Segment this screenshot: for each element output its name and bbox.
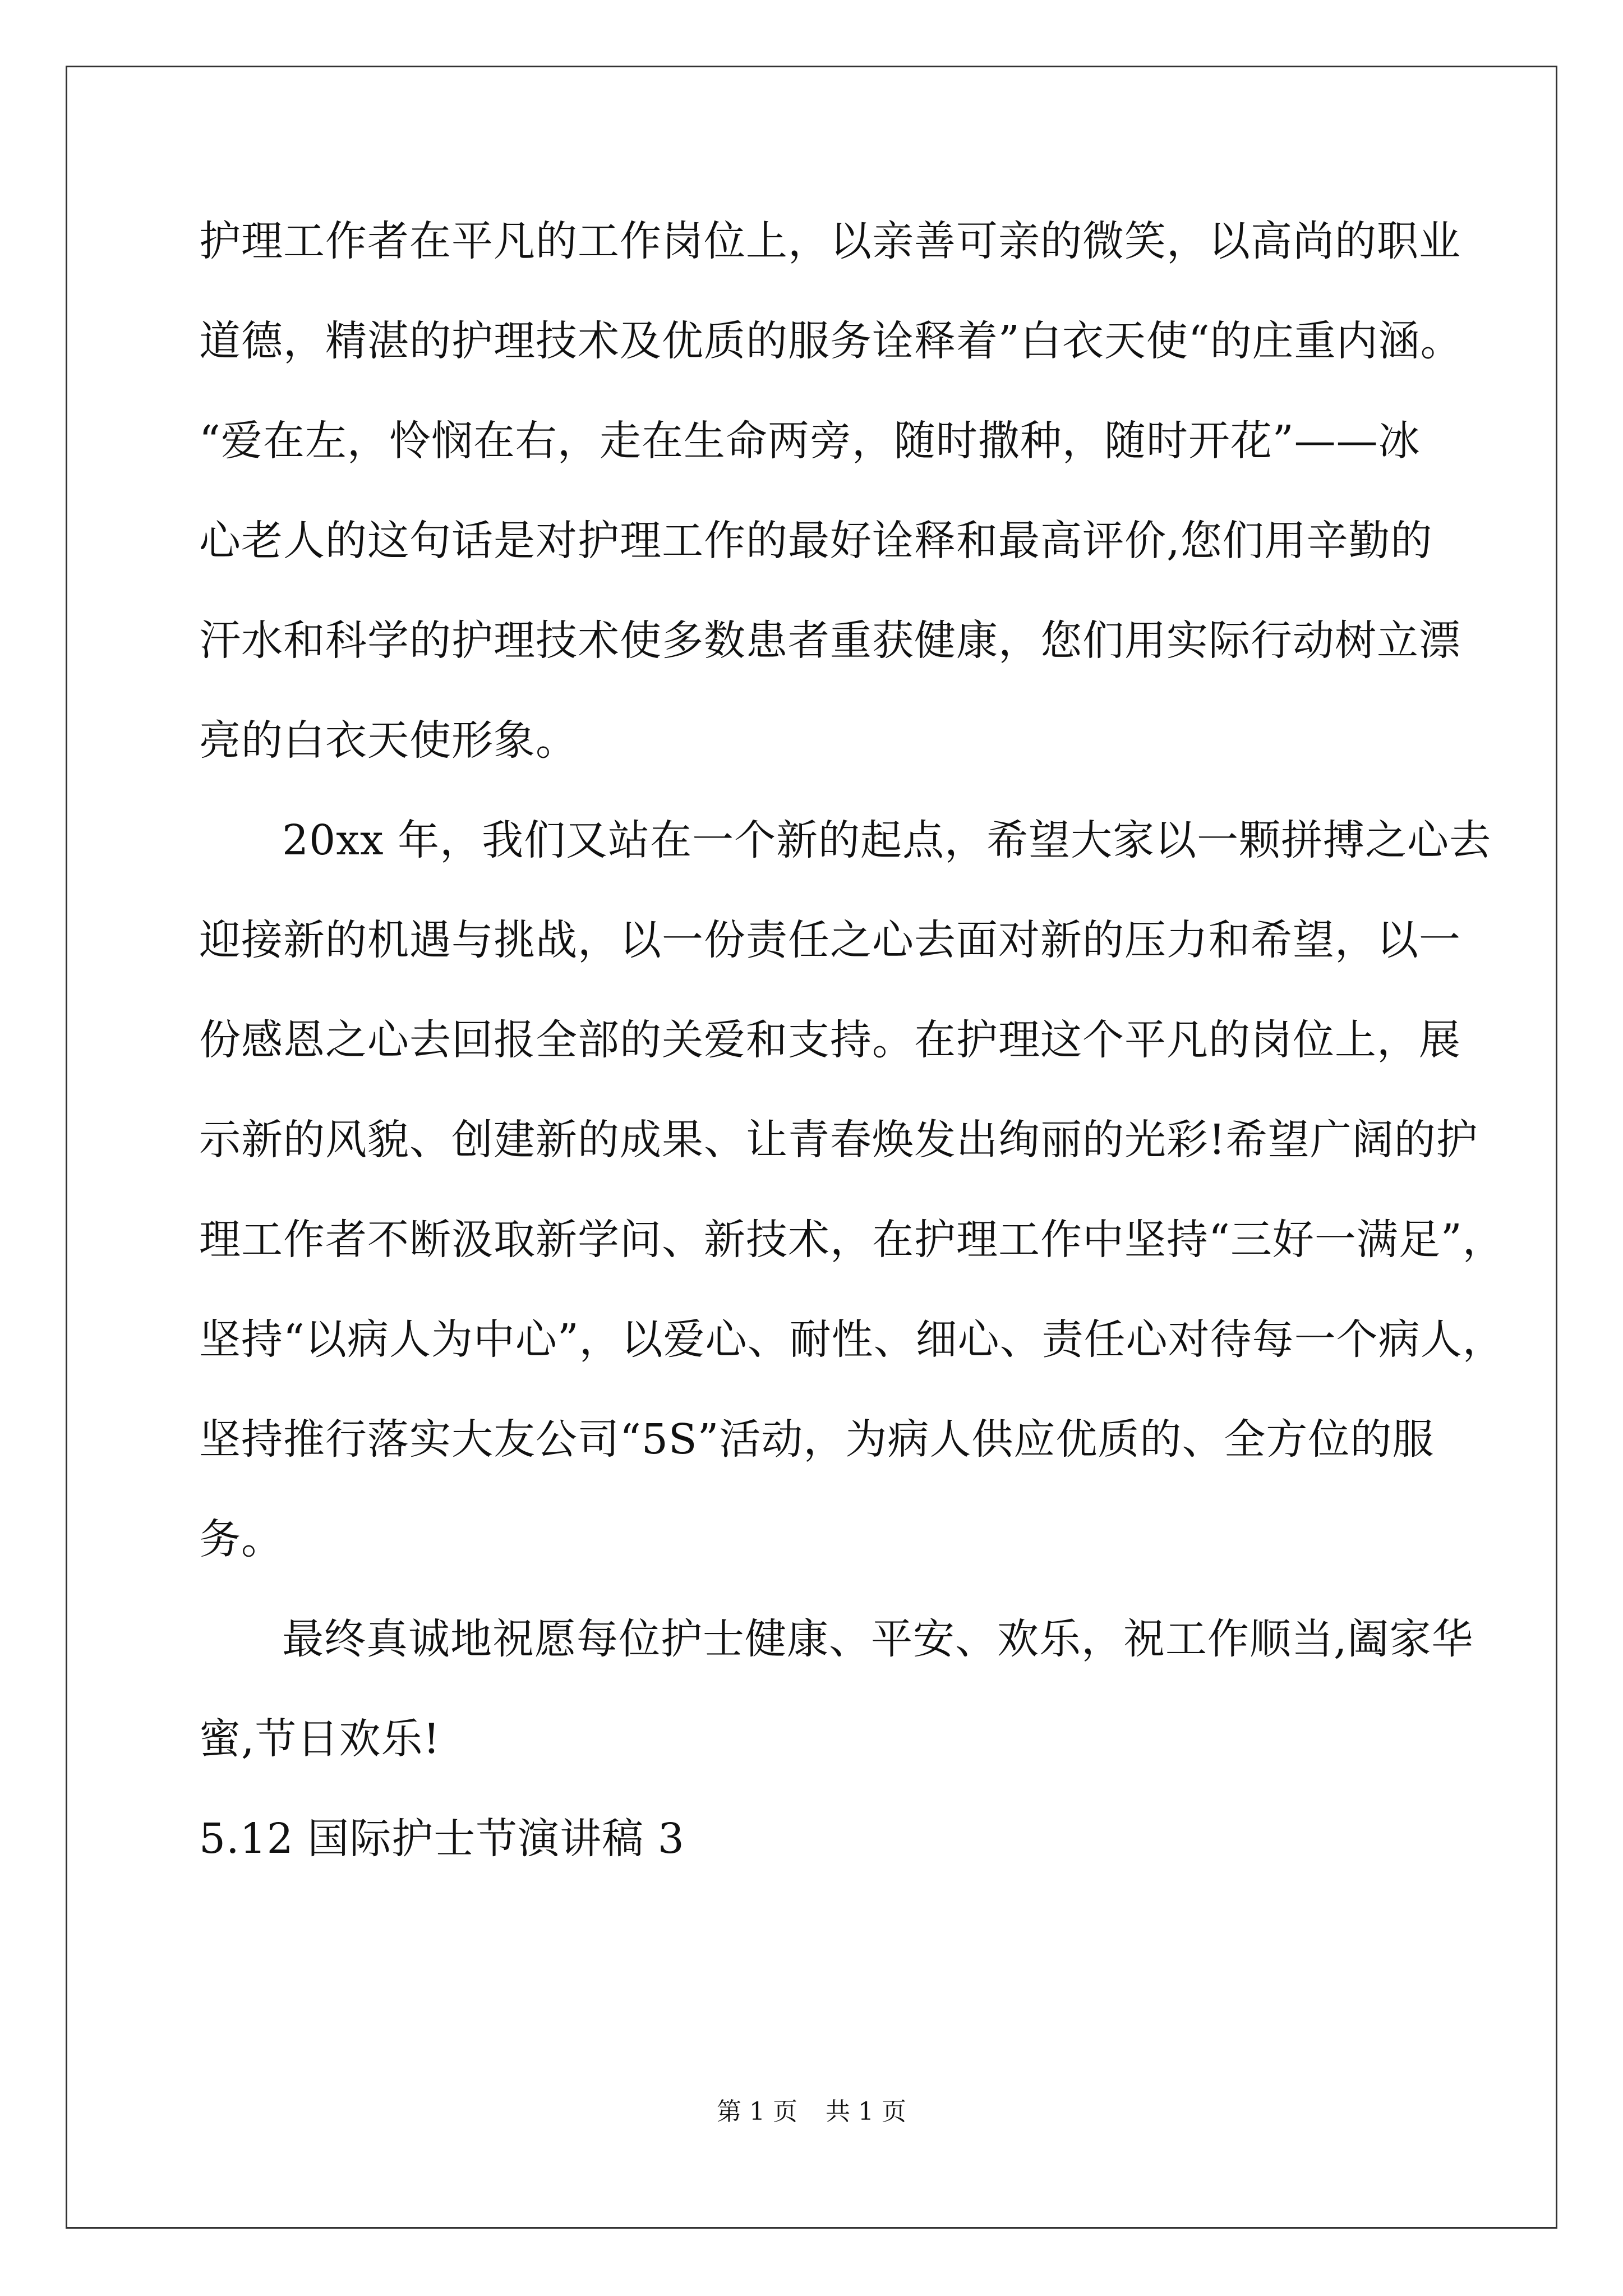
paragraph-line: 汗水和科学的护理技术使多数患者重获健康，您们用实际行动树立漂	[199, 616, 1461, 665]
paragraph-line: 护理工作者在平凡的工作岗位上，以亲善可亲的微笑，以高尚的职业	[199, 217, 1461, 265]
page-footer	[0, 2095, 1623, 2129]
paragraph-line: 心老人的这句话是对护理工作的最好诠释和最高评价,您们用辛勤的	[199, 517, 1433, 565]
paragraph-line: 20xx 年，我们又站在一个新的起点，希望大家以一颗拼搏之心去	[282, 816, 1492, 864]
paragraph-line: 理工作者不断汲取新学问、新技术，在护理工作中坚持“三好一满足”，	[199, 1216, 1505, 1264]
paragraph-line: 示新的风貌、创建新的成果、让青春焕发出绚丽的光彩!希望广阔的护	[199, 1116, 1478, 1164]
page-number: 第 1 页	[717, 2097, 797, 2126]
paragraph-line: 迎接新的机遇与挑战，以一份责任之心去面对新的压力和希望，以一	[199, 916, 1461, 964]
paragraph-line: 份感恩之心去回报全部的关爱和支持。在护理这个平凡的岗位上，展	[199, 1016, 1461, 1064]
paragraph-line: 坚持“以病人为中心”，以爱心、耐性、细心、责任心对待每一个病人，	[199, 1315, 1505, 1364]
paragraph-line: 务。	[199, 1515, 283, 1563]
paragraph-line: 坚持推行落实大友公司“5S”活动，为病人供应优质的、全方位的服	[199, 1415, 1435, 1464]
paragraph-line: “爱在左，怜悯在右，走在生命两旁，随时撒种，随时开花”——冰	[199, 417, 1421, 465]
paragraph-line: 蜜,节日欢乐!	[199, 1715, 441, 1763]
section-heading: 5.12 国际护士节演讲稿 3	[199, 1815, 685, 1863]
page-total: 共 1 页	[826, 2097, 906, 2126]
paragraph-line: 道德，精湛的护理技术及优质的服务诠释着”白衣天使“的庄重内涵。	[199, 317, 1463, 365]
paragraph-line: 亮的白衣天使形象。	[199, 716, 578, 765]
paragraph-line: 最终真诚地祝愿每位护士健康、平安、欢乐，祝工作顺当,阖家华	[282, 1615, 1474, 1663]
